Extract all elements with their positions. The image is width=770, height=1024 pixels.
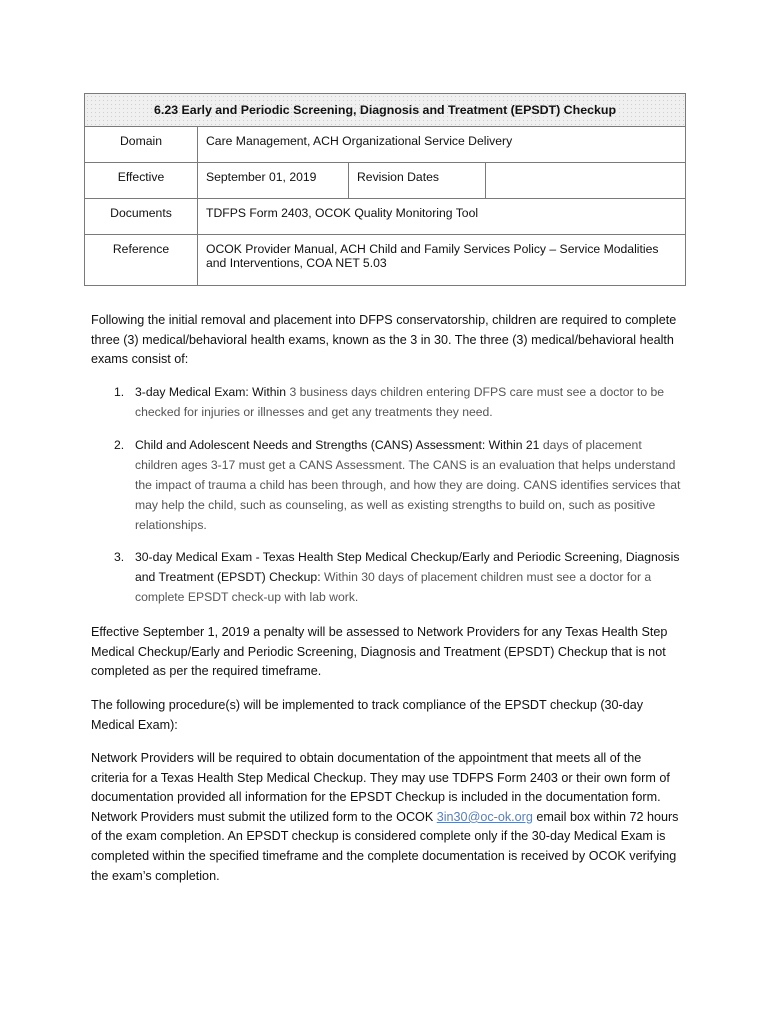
exam-lead: 3-day Medical Exam: Within bbox=[135, 385, 290, 399]
policy-title: 6.23 Early and Periodic Screening, Diagnosis and Treatment (EPSDT) Checkup bbox=[85, 94, 686, 127]
procedure-intro-paragraph bbox=[91, 696, 681, 735]
revision-label: Revision Dates bbox=[349, 163, 486, 199]
procedure-text-start: Network Providers will be required to obtain documentation of the appointment that meets all of the criteria for a Texas Health Step Medical Checkup. They may use TDFPS Form 2403 or their own form of documentation provided all information for the EPSDT Checkup is included in the documentation form. Network Providers must submit the utilized form to the OCOK bbox=[91, 751, 670, 824]
policy-info-table bbox=[84, 93, 686, 286]
intro-paragraph bbox=[91, 311, 681, 370]
intro-text: Following the initial removal and placement into DFPS conservatorship, children are required to complete three (3) medical/behavioral health exams, known as the 3 in 30. The three (3) medical/behavioral health exams consist of: bbox=[91, 313, 677, 367]
list-number: 2. bbox=[114, 438, 125, 452]
exam-list bbox=[91, 382, 681, 607]
list-number: 1. bbox=[114, 385, 125, 399]
list-item bbox=[91, 435, 681, 535]
list-item bbox=[91, 547, 681, 607]
documents-value: TDFPS Form 2403, OCOK Quality Monitoring Tool bbox=[198, 199, 686, 235]
procedure-text bbox=[91, 749, 681, 886]
procedure-intro-text: The following procedure(s) will be implemented to track compliance of the EPSDT checkup (30-day Medical Exam): bbox=[91, 698, 644, 732]
procedure-text-end: email box within 72 hours of the exam completion. An EPSDT checkup is considered complete only if the 30-day Medical Exam is completed within the specified timeframe and the complete documentation is received by OCOK verifying the exam’s completion. bbox=[91, 809, 679, 883]
revision-value bbox=[486, 163, 686, 199]
procedure-paragraph bbox=[91, 749, 681, 886]
exam-detail: days of placement children ages 3-17 must get a CANS Assessment. The CANS is an evaluation that helps understand the impact of trauma a child has been through, and how they are doing. CANS identifies services that may help the child, such as counseling, as well as existing strengths to build on, such as positive relationships. bbox=[135, 438, 681, 532]
reference-label: Reference bbox=[85, 235, 198, 286]
list-number: 3. bbox=[114, 550, 125, 564]
exam-detail: Within 30 days of placement children must see a doctor for a complete EPSDT check-up with lab work. bbox=[135, 570, 652, 604]
domain-value: Care Management, ACH Organizational Service Delivery bbox=[198, 127, 686, 163]
exam-lead: Child and Adolescent Needs and Strengths (CANS) Assessment: Within 21 bbox=[135, 438, 543, 452]
penalty-paragraph bbox=[91, 623, 681, 682]
reference-value: OCOK Provider Manual, ACH Child and Family Services Policy – Service Modalities and Interventions, COA NET 5.03 bbox=[198, 235, 686, 286]
penalty-text: Effective September 1, 2019 a penalty will be assessed to Network Providers for any Texas Health Step Medical Checkup/Early and Periodic Screening, Diagnosis and Treatment (EPSDT) Checkup that is not completed as per the required timeframe. bbox=[91, 625, 668, 679]
effective-label: Effective bbox=[85, 163, 198, 199]
exam-lead: 30-day Medical Exam - Texas Health Step Medical Checkup/Early and Periodic Screening, Diagnosis and Treatment (EPSDT) Checkup: bbox=[135, 550, 680, 584]
email-link[interactable]: 3in30@oc-ok.org bbox=[436, 809, 533, 824]
list-item bbox=[91, 382, 681, 422]
exam-detail: 3 business days children entering DFPS care must see a doctor to be checked for injuries or illnesses and get any treatments they need. bbox=[135, 385, 665, 419]
effective-value: September 01, 2019 bbox=[198, 163, 349, 199]
documents-label: Documents bbox=[85, 199, 198, 235]
domain-label: Domain bbox=[85, 127, 198, 163]
